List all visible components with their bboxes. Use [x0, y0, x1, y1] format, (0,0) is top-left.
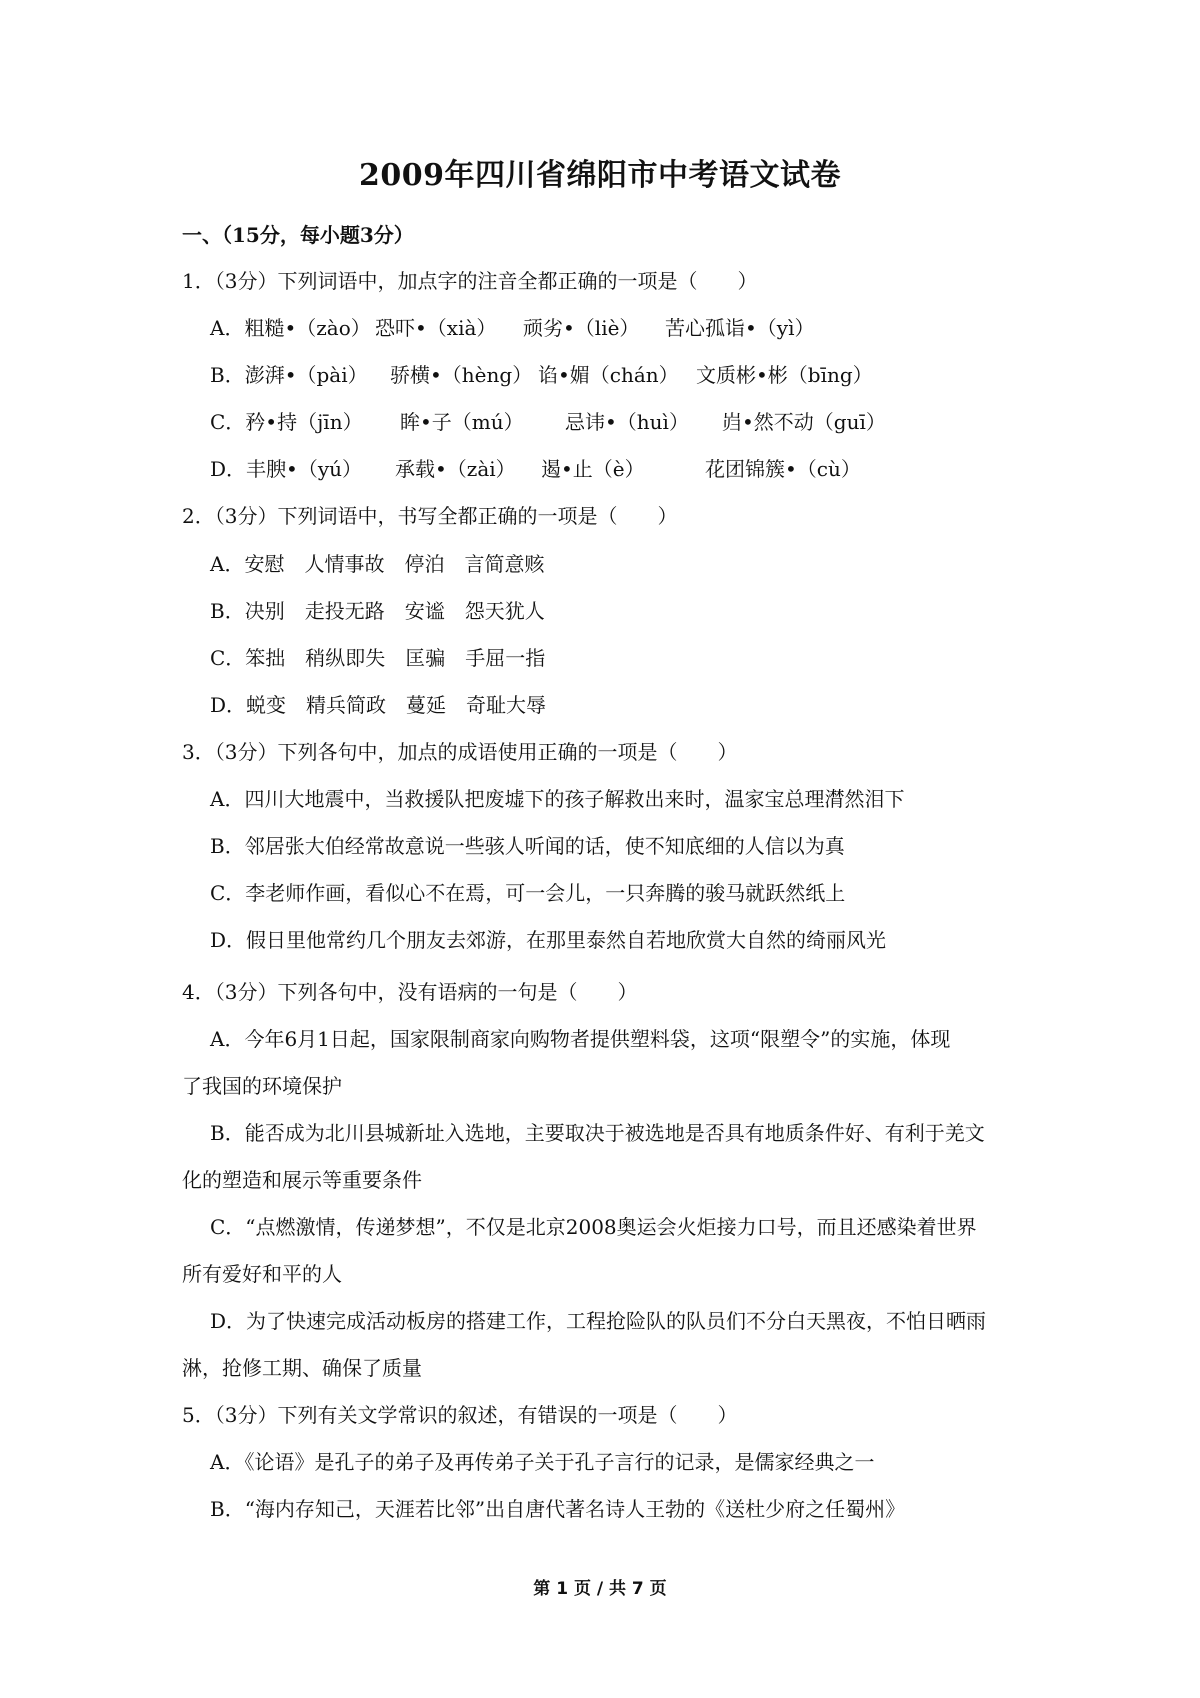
question-1-option-b — [210, 360, 873, 390]
page-title: 2009年四川省绵阳市中考语文试卷 — [359, 158, 841, 193]
option-term: 文质彬•彬（bīng） — [696, 363, 873, 387]
question-1-option-c — [210, 407, 886, 437]
question-3-option-c: C．李老师作画，看似心不在焉，可一会儿，一只奔腾的骏马就跃然纸上 — [210, 881, 846, 905]
question-4-option-c: C．“点燃激情，传递梦想”，不仅是北京2008奥运会火炬接力口号，而且还感染着世界 — [210, 1215, 977, 1239]
question-1-stem: 1．（3分）下列词语中，加点字的注音全都正确的一项是（ ） — [182, 269, 758, 293]
option-term: 谄•媚（chán） — [538, 363, 679, 387]
question-3-option-d: D．假日里他常约几个朋友去郊游，在那里泰然自若地欣赏大自然的绮丽风光 — [210, 928, 887, 952]
option-term: A．粗糙•（zào） — [210, 316, 371, 340]
question-4-option-d-continued: 淋，抢修工期、确保了质量 — [182, 1356, 422, 1380]
question-4-option-c-continued: 所有爱好和平的人 — [182, 1262, 342, 1286]
question-1-option-a — [210, 313, 815, 343]
question-3-option-a: A．四川大地震中，当救援队把废墟下的孩子解救出来时，温家宝总理潸然泪下 — [210, 787, 905, 811]
question-2-stem: 2．（3分）下列词语中，书写全都正确的一项是（ ） — [182, 504, 678, 528]
question-2-option-c: C．笨拙 稍纵即失 匡骗 手屈一指 — [210, 646, 546, 670]
question-2-option-a: A．安慰 人情事故 停泊 言简意赅 — [210, 552, 545, 576]
option-term: 忌讳•（huì） — [565, 410, 689, 434]
question-4-option-b: B．能否成为北川县城新址入选地，主要取决于被选地是否具有地质条件好、有利于羌文 — [210, 1121, 985, 1145]
section-heading: 一、（15分，每小题3分） — [182, 223, 414, 247]
option-term: 骄横•（hèng） — [390, 363, 533, 387]
question-3-stem: 3．（3分）下列各句中，加点的成语使用正确的一项是（ ） — [182, 740, 738, 764]
question-3-option-b: B．邻居张大伯经常故意说一些骇人听闻的话，使不知底细的人信以为真 — [210, 834, 845, 858]
question-5-option-a: A．《论语》是孔子的弟子及再传弟子关于孔子言行的记录，是儒家经典之一 — [210, 1450, 875, 1474]
option-term: 岿•然不动（guī） — [722, 410, 886, 434]
question-5-stem: 5．（3分）下列有关文学常识的叙述，有错误的一项是（ ） — [182, 1403, 738, 1427]
question-4-option-b-continued: 化的塑造和展示等重要条件 — [182, 1168, 422, 1192]
question-4-option-d: D．为了快速完成活动板房的搭建工作，工程抢险队的队员们不分白天黑夜，不怕日晒雨 — [210, 1309, 987, 1333]
page-footer: 第 1 页 / 共 7 页 — [533, 1579, 667, 1599]
question-4-option-a-continued: 了我国的环境保护 — [182, 1074, 342, 1098]
option-term: 恐吓•（xià） — [375, 316, 497, 340]
option-term: 遏•止（è） — [541, 457, 645, 481]
option-term: B．澎湃•（pài） — [210, 363, 368, 387]
option-term: 花团锦簇•（cù） — [705, 457, 861, 481]
option-term: 顽劣•（liè） — [523, 316, 640, 340]
question-2-option-d: D．蜕变 精兵简政 蔓延 奇耻大辱 — [210, 693, 547, 717]
option-term: 眸•子（mú） — [400, 410, 524, 434]
question-5-option-b: B．“海内存知己，天涯若比邻”出自唐代著名诗人王勃的《送杜少府之任蜀州》 — [210, 1497, 906, 1521]
question-4-option-a: A．今年6月1日起，国家限制商家向购物者提供塑料袋，这项“限塑令”的实施，体现 — [210, 1027, 951, 1051]
question-2-option-b: B．决别 走投无路 安谧 怨天犹人 — [210, 599, 545, 623]
option-term: D．丰腴•（yú） — [210, 457, 363, 481]
option-term: C．矜•持（jīn） — [210, 410, 363, 434]
question-1-option-d — [210, 454, 861, 484]
option-term: 承载•（zài） — [395, 457, 516, 481]
question-4-stem: 4．（3分）下列各句中，没有语病的一句是（ ） — [182, 980, 638, 1004]
option-term: 苦心孤诣•（yì） — [665, 316, 815, 340]
